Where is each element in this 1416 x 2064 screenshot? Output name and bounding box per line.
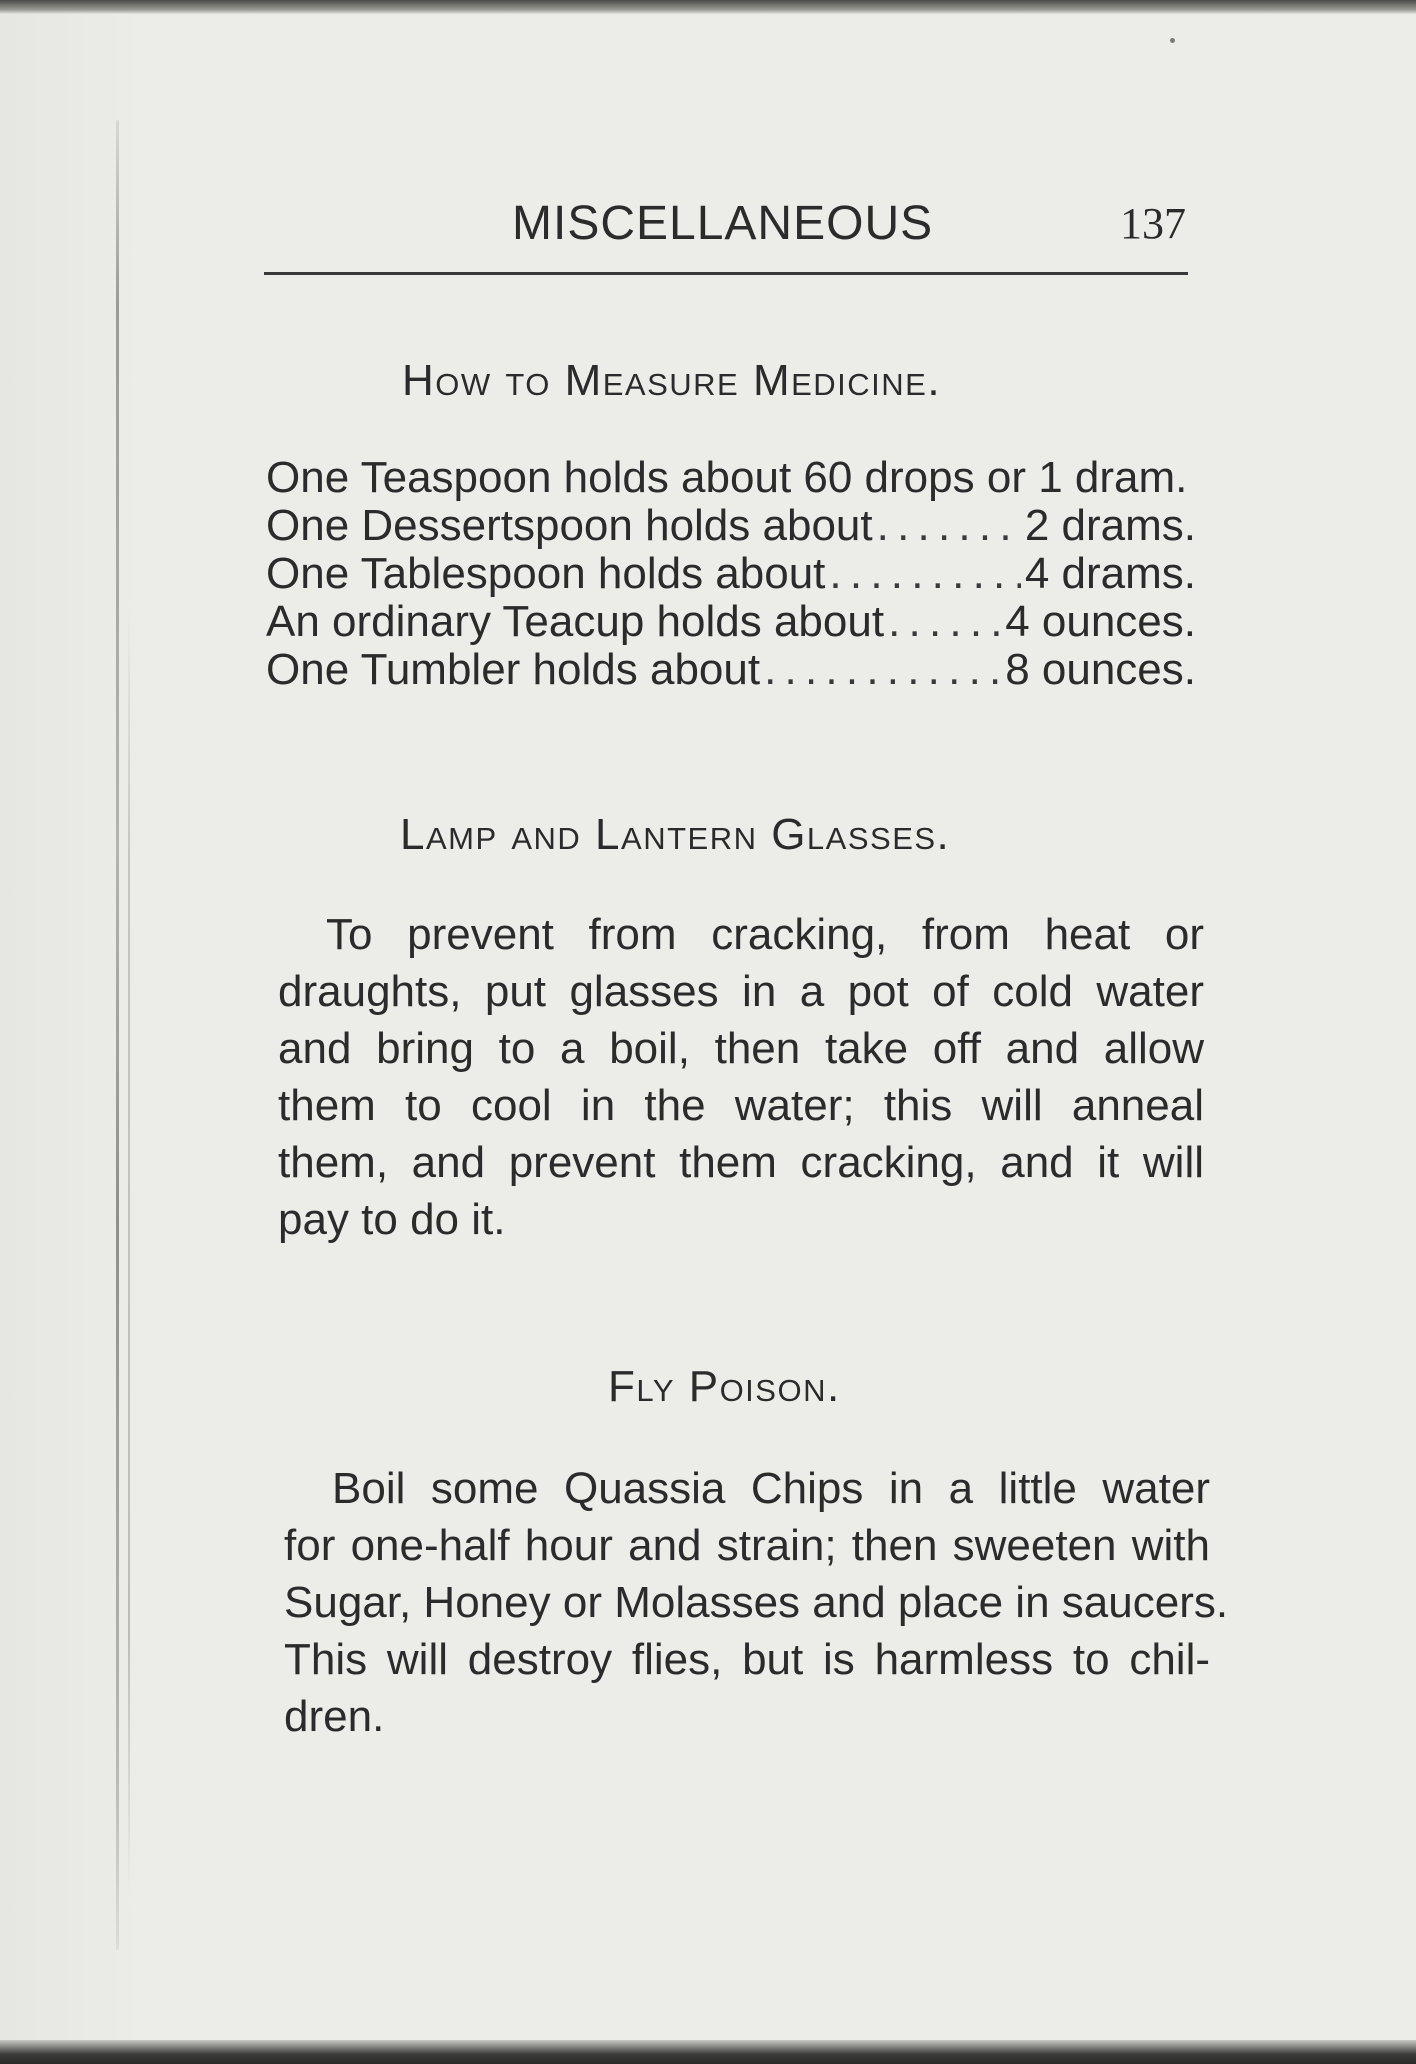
section-heading-fly-poison: Fly Poison. (608, 1362, 841, 1411)
text-line: dren. (284, 1692, 385, 1741)
leader-dots (829, 550, 1020, 598)
leader-dots (764, 646, 1001, 694)
section-heading-lamp-glasses: Lamp and Lantern Glasses. (400, 810, 951, 859)
measure-row (266, 454, 1196, 502)
measure-value: 4 ounces. (1005, 597, 1196, 646)
measure-row (266, 502, 1196, 550)
text-line: draughts, put glasses in a pot of cold water (278, 967, 1204, 1016)
text-line: pay to do it. (278, 1195, 506, 1244)
measure-label: One Tumbler holds about (266, 645, 761, 694)
measure-label: One Teaspoon holds about 60 drops or 1 dram. (266, 453, 1188, 502)
measure-value: 8 ounces. (1005, 645, 1196, 694)
text-line: them to cool in the water; this will anneal (278, 1081, 1204, 1130)
section-heading-measure-medicine: How to Measure Medicine. (402, 356, 942, 405)
leader-dots (877, 502, 1021, 550)
measure-row (266, 598, 1196, 646)
text-line: Boil some Quassia Chips in a little water (332, 1464, 1210, 1513)
binding-crease (116, 120, 119, 1950)
text-line: This will destroy flies, but is harmless to chil- (284, 1635, 1210, 1684)
paragraph-lamp-glasses (278, 906, 1204, 1248)
paragraph-fly-poison (284, 1460, 1229, 1745)
page-bottom-edge (0, 2040, 1416, 2064)
page-number: 137 (1120, 199, 1186, 248)
text-line: for one-half hour and strain; then sweeten with (284, 1521, 1210, 1570)
paper-speck (1170, 38, 1175, 43)
measure-value: 2 drams. (1024, 501, 1196, 550)
text-line: To prevent from cracking, from heat or (326, 910, 1204, 959)
text-line: Sugar, Honey or Molasses and place in saucers. (284, 1578, 1229, 1627)
measure-row (266, 550, 1196, 598)
text-line: and bring to a boil, then take off and allow (278, 1024, 1204, 1073)
measure-label: One Tablespoon holds about (266, 549, 826, 598)
measure-value: 4 drams. (1024, 549, 1196, 598)
page-top-edge (0, 0, 1416, 14)
leader-dots (888, 598, 1001, 646)
running-header (266, 196, 1186, 260)
measure-table (266, 454, 1196, 694)
measure-label: One Dessertspoon holds about (266, 501, 873, 550)
header-rule (264, 272, 1188, 275)
measure-row (266, 646, 1196, 694)
text-line: them, and prevent them cracking, and it will (278, 1138, 1204, 1187)
binding-crease-shadow (128, 600, 130, 1900)
measure-label: An ordinary Teacup holds about (266, 597, 885, 646)
running-title: MISCELLANEOUS (512, 197, 934, 250)
